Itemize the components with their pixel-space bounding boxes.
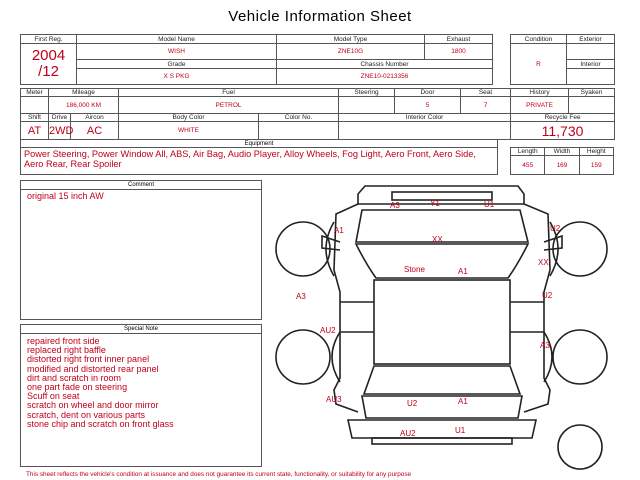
equipment-label: Equipment <box>21 140 497 148</box>
interior-color-value <box>339 122 511 140</box>
wheel-rear-left-icon <box>276 330 330 384</box>
note-line: dirt and scratch in room <box>27 372 122 383</box>
special-note-label: Special Note <box>21 325 261 334</box>
height-label: Height <box>579 148 613 156</box>
note-line: distorted right front inner panel <box>27 354 150 365</box>
condition-value: R <box>511 44 567 85</box>
damage-label: U1 <box>455 426 466 435</box>
comment-line: original 15 inch AW <box>27 191 104 201</box>
damage-label: A3 <box>390 201 400 210</box>
special-note-box <box>20 324 262 467</box>
seat-label: Seat <box>461 89 511 97</box>
chassis-value: ZNE10-0213356 <box>277 69 493 85</box>
comment-label: Comment <box>21 181 261 190</box>
body-right-outline <box>524 204 550 412</box>
damage-label: A3 <box>540 341 550 350</box>
roof-outline <box>374 280 510 364</box>
body-color-label: Body Color <box>119 114 259 122</box>
note-line: modified and distorted rear panel <box>27 363 159 374</box>
damage-label: U2 <box>542 291 553 300</box>
body-color-value: WHITE <box>119 122 259 140</box>
note-line: scratch on wheel and door mirror <box>27 400 159 411</box>
damage-label: U2 <box>550 224 561 233</box>
interior-color-label: Interior Color <box>339 114 511 122</box>
syaken-label: Syaken <box>569 89 615 97</box>
wheel-front-right-icon <box>553 222 607 276</box>
note-line: stone chip and scratch on front glass <box>27 418 174 429</box>
aircon-label: Aircon <box>71 114 119 122</box>
damage-label: A1 <box>458 397 468 406</box>
damage-label: U1 <box>484 200 495 209</box>
dimensions-table <box>510 147 614 175</box>
damage-label: A3 <box>296 292 306 301</box>
steering-label: Steering <box>339 89 395 97</box>
interior-value <box>567 69 615 85</box>
specs-table <box>20 88 511 140</box>
spare-tire-icon <box>558 425 602 469</box>
meter-label: Meter <box>21 89 49 97</box>
color-no-label: Color No. <box>259 114 339 122</box>
mileage-value: 186,000 KM <box>49 97 119 114</box>
damage-label: AU3 <box>326 395 342 404</box>
damage-label: A1 <box>334 226 344 235</box>
front-bumper-outline <box>358 186 524 204</box>
recycle-fee-value: 11,730 <box>511 122 615 140</box>
color-no-value <box>259 122 339 140</box>
length-value: 455 <box>511 156 545 175</box>
condition-label: Condition <box>511 35 567 44</box>
wheel-front-left-icon <box>276 222 330 276</box>
history-value: PRIVATE <box>511 97 569 114</box>
comment-box <box>20 180 262 320</box>
model-type-value: ZNE10G <box>277 44 425 60</box>
interior-label: Interior <box>567 60 615 69</box>
condition-table <box>510 34 615 85</box>
damage-label: Stone <box>404 265 425 274</box>
fuel-label: Fuel <box>119 89 339 97</box>
door-label: Door <box>395 89 461 97</box>
exterior-value <box>567 44 615 60</box>
meter-value <box>21 97 49 114</box>
grade-value: X S PKG <box>77 69 277 85</box>
exterior-label: Exterior <box>567 35 615 44</box>
width-label: Width <box>545 148 579 156</box>
windshield-outline <box>356 244 528 278</box>
model-type-label: Model Type <box>277 35 425 44</box>
fuel-value: PETROL <box>119 97 339 114</box>
history-table <box>510 88 615 140</box>
first-reg-month: /12 <box>38 63 59 80</box>
damage-label: Y1 <box>430 199 440 208</box>
damage-label: XX <box>538 258 549 267</box>
length-label: Length <box>511 148 545 156</box>
note-line: Scuff on seat <box>27 391 80 402</box>
mileage-label: Mileage <box>49 89 119 97</box>
damage-label: AU2 <box>320 326 336 335</box>
first-reg-cell <box>21 44 77 85</box>
rear-bumper-outline <box>348 420 536 438</box>
exhaust-value: 1800 <box>425 44 493 60</box>
header-table <box>20 34 493 85</box>
wheel-rear-right-icon <box>553 330 607 384</box>
recycle-fee-label: Recycle Fee <box>511 114 615 122</box>
note-line: replaced right baffle <box>27 345 106 356</box>
seat-value: 7 <box>461 97 511 114</box>
front-grille-outline <box>392 192 492 200</box>
damage-label: AU2 <box>400 429 416 438</box>
car-condition-diagram <box>270 182 620 470</box>
damage-label: U2 <box>407 399 418 408</box>
history-label: History <box>511 89 569 97</box>
model-name-label: Model Name <box>77 35 277 44</box>
model-name-value: WISH <box>77 44 277 60</box>
damage-label: XX <box>432 235 443 244</box>
rear-window-outline <box>364 366 520 394</box>
tailgate-outline <box>362 396 522 418</box>
first-reg-year: 2004 <box>31 47 66 64</box>
exhaust-label: Exhaust <box>425 35 493 44</box>
damage-label: A1 <box>458 267 468 276</box>
steering-value <box>339 97 395 114</box>
aircon-value: AC <box>71 122 119 140</box>
sheet-title: Vehicle Information Sheet <box>228 8 412 25</box>
note-line: repaired front side <box>27 336 100 346</box>
body-left-outline <box>334 204 358 412</box>
note-line: scratch, dent on various parts <box>27 409 146 420</box>
door-value: 5 <box>395 97 461 114</box>
chassis-label: Chassis Number <box>277 60 493 69</box>
equipment-box <box>20 139 498 175</box>
disclaimer-footer: This sheet reflects the vehicle's condition at issuance and does not guarantee its current state, functionality, or suitability for any purpose <box>26 471 412 478</box>
width-value: 169 <box>545 156 579 175</box>
first-reg-label: First Reg. <box>21 35 77 44</box>
equipment-text: Power Steering, Power Window All, ABS, Air Bag, Audio Player, Alloy Wheels, Fog Light, Aero Front, Aero Side, Aero Rear, Rear Spoiler <box>24 149 476 169</box>
note-line: one part fade on steering <box>27 382 128 393</box>
drive-label: Drive <box>49 114 71 122</box>
grade-label: Grade <box>77 60 277 69</box>
height-value: 159 <box>579 156 613 175</box>
shift-label: Shift <box>21 114 49 122</box>
shift-value: AT <box>21 122 49 140</box>
drive-value: 2WD <box>49 122 71 140</box>
syaken-value <box>569 97 615 114</box>
